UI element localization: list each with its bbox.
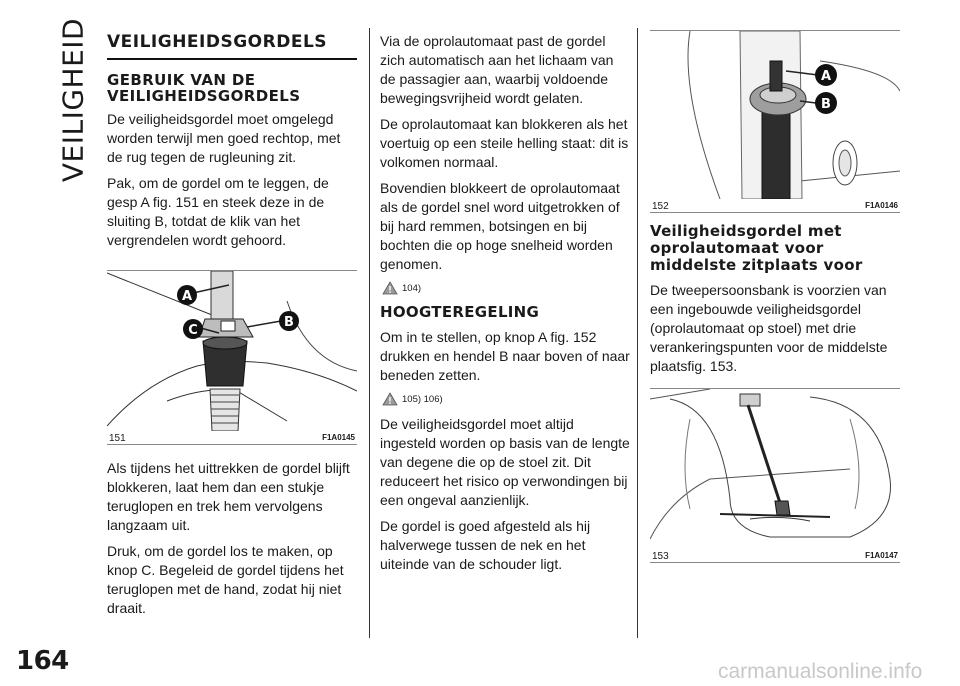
callout-a: A <box>181 289 193 304</box>
column-1 <box>107 32 357 625</box>
callout-b: B <box>284 315 294 330</box>
warning-icon <box>382 281 398 295</box>
figure-number: 153 <box>652 551 669 562</box>
section-title: VEILIGHEIDSGORDELS <box>107 32 357 60</box>
warning-reference: 105) 106) <box>382 392 630 406</box>
paragraph: De tweepersoonsbank is voorzien van een ingebouwde veiligheidsgordel (oprolautomaat op stoel) met drie verankeringspunten voor de middelste plaatsfig. 153. <box>650 282 888 374</box>
callout-b: B <box>821 97 831 112</box>
paragraph: Pak, om de gordel om te leggen, de gesp A fig. 151 en steek deze in de sluiting B, totdat de klik van het vergrendelen wordt gehoord. <box>107 175 329 248</box>
paragraph: Via de oprolautomaat past de gordel zich automatisch aan het lichaam van de passagier aan, waarbij voldoende bewegingsvrijheid wordt gelaten. <box>380 33 614 106</box>
figure-151 <box>107 270 357 445</box>
callout-c: C <box>188 323 198 338</box>
figure-number: 152 <box>652 201 669 212</box>
subsection-title: HOOGTEREGELING <box>380 303 540 321</box>
subsection-title: GEBRUIK VAN DE VEILIGHEIDSGORDELS <box>107 71 301 105</box>
figure-code: F1A0146 <box>865 201 898 210</box>
middle-seat-illustration <box>650 389 900 549</box>
section-side-tab: VEILIGHEID <box>56 17 90 183</box>
warning-reference: 104) <box>382 281 630 295</box>
paragraph: De veiligheidsgordel moet omgelegd worden terwijl men goed rechtop, met de rug tegen de rugleuning zit. <box>107 111 341 165</box>
column-3 <box>650 30 900 573</box>
height-adjuster-illustration <box>650 31 900 199</box>
buckle-illustration <box>107 271 357 431</box>
figure-153 <box>650 388 900 563</box>
column-2 <box>380 32 630 581</box>
paragraph: Om in te stellen, op knop A fig. 152 drukken en hendel B naar boven of naar beneden zetten. <box>380 329 630 383</box>
figure-code: F1A0145 <box>322 433 355 442</box>
paragraph: Als tijdens het uittrekken de gordel blijft blokkeren, laat hem dan een stukje teruglopen en trek hem vervolgens langzaam uit. <box>107 460 350 533</box>
paragraph: De veiligheidsgordel moet altijd ingesteld worden op basis van de lengte van degene die op de stoel zit. Dit reduceert het risico op verwondingen bij een ongeval aanzienlijk. <box>380 416 630 508</box>
callout-a: A <box>820 69 832 84</box>
warning-icon <box>382 392 398 406</box>
column-rule-2 <box>637 28 638 638</box>
paragraph: De gordel is goed afgesteld als hij halverwege tussen de nek en het uiteinde van de schouder ligt. <box>380 518 591 572</box>
figure-caption <box>650 199 900 212</box>
page-number: 164 <box>16 646 69 676</box>
watermark: carmanualsonline.info <box>718 660 923 683</box>
figure-number: 151 <box>109 433 126 444</box>
figure-caption <box>650 549 900 562</box>
paragraph: Bovendien blokkeert de oprolautomaat als de gordel snel word uitgetrokken of bij hard remmen, botsingen en bij bochten die op hoge snelheid worden genomen. <box>380 180 620 272</box>
figure-caption <box>107 431 357 444</box>
subsection-title: Veiligheidsgordel met oprolautomaat voor middelste zitplaats voor <box>650 222 863 274</box>
figure-152 <box>650 30 900 213</box>
paragraph: De oprolautomaat kan blokkeren als het voertuig op een steile helling staat: dit is volkomen normaal. <box>380 116 629 170</box>
figure-code: F1A0147 <box>865 551 898 560</box>
column-rule-1 <box>369 28 370 638</box>
paragraph: Druk, om de gordel los te maken, op knop C. Begeleid de gordel tijdens het teruglopen met de hand, zodat hij niet draait. <box>107 543 344 616</box>
